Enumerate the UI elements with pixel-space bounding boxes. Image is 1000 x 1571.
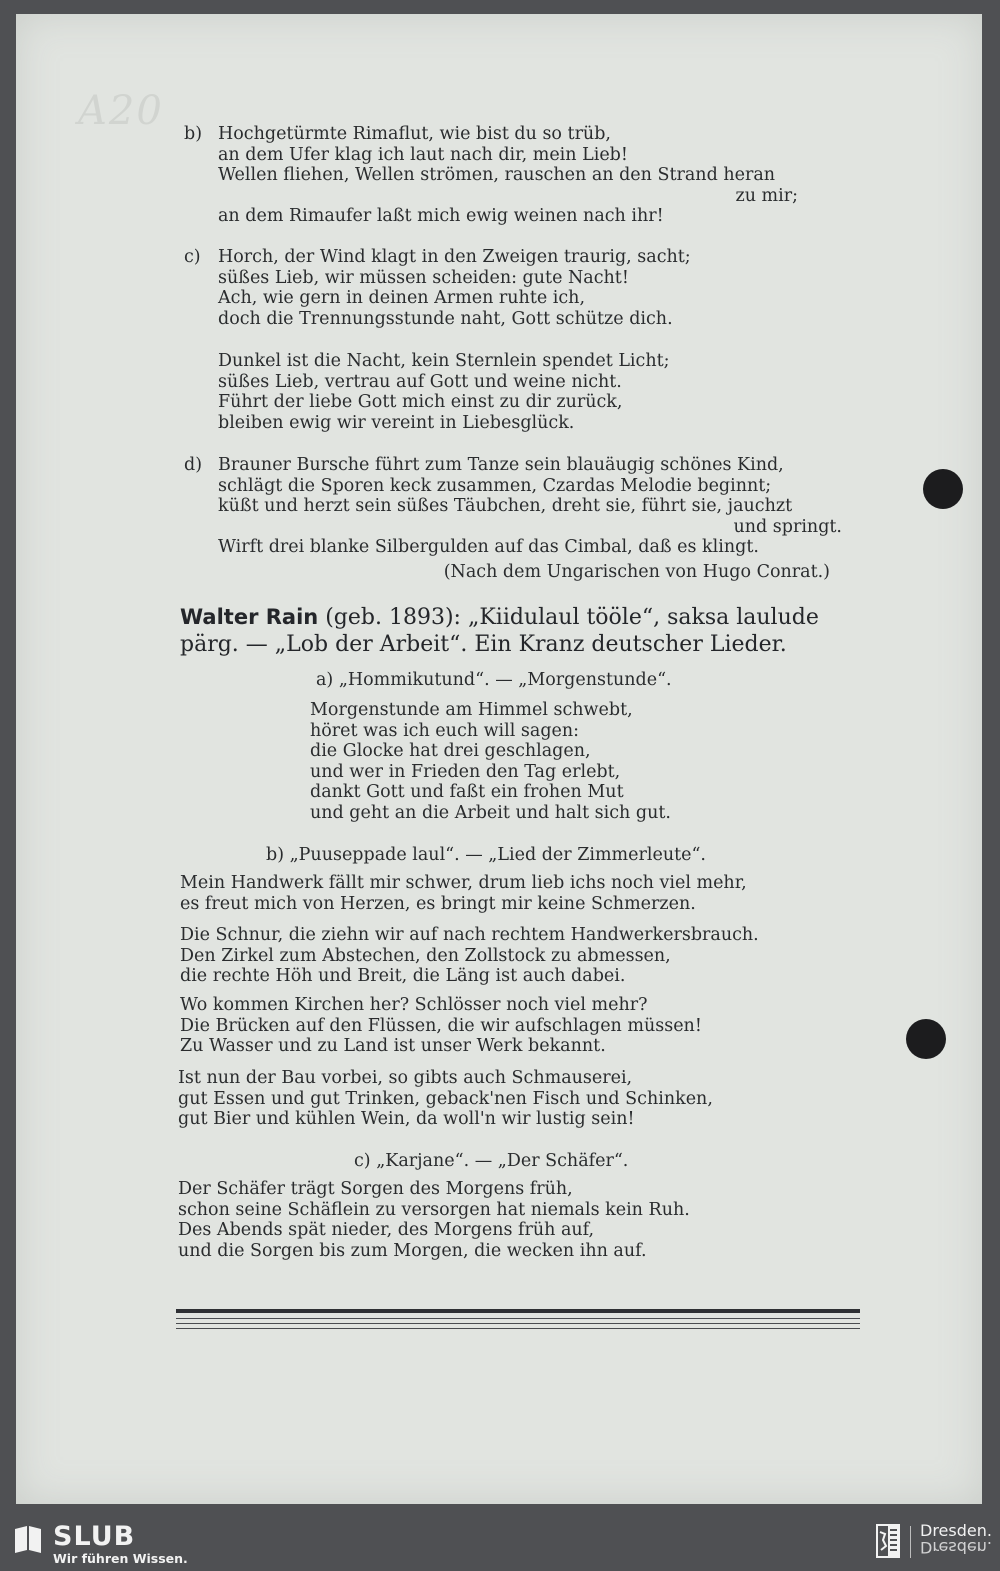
verse-line: Des Abends spät nieder, des Morgens früh auf,: [178, 1220, 595, 1241]
section-c-stanza-2: [218, 351, 670, 433]
verse-line: an dem Ufer klag ich laut nach dir, mein Lieb!: [218, 144, 628, 165]
verse-line: Wo kommen Kirchen her? Schlösser noch viel mehr?: [180, 995, 648, 1015]
footer-separator: [910, 1526, 911, 1558]
verse-line: Wellen fliehen, Wellen strömen, rauschen an den Strand heran: [218, 165, 776, 186]
source-note: (Nach dem Ungarischen von Hugo Conrat.): [443, 561, 830, 582]
section-label: c): [184, 247, 201, 267]
divider-rule: [176, 1318, 860, 1319]
partner-name-reflection: Dresden.: [920, 1538, 992, 1557]
verse-line: es freut mich von Herzen, es bringt mir keine Schmerzen.: [180, 893, 696, 914]
verse-line: an dem Rimaufer laßt mich ewig weinen nach ihr!: [218, 206, 664, 227]
verse-line: Führt der liebe Gott mich einst zu dir zurück,: [218, 392, 623, 413]
book-icon: [13, 1523, 43, 1553]
verse-line: Der Schäfer trägt Sorgen des Morgens früh,: [178, 1179, 573, 1199]
dresden-coat-of-arms-icon: [876, 1524, 900, 1558]
song-b-stanza-1: [180, 873, 747, 914]
verse-line: gut Bier und kühlen Wein, da woll'n wir lustig sein!: [178, 1109, 635, 1130]
verse-line: die rechte Höh und Breit, die Läng ist auch dabei.: [180, 966, 626, 987]
verse-line: Ach, wie gern in deinen Armen ruhte ich,: [218, 288, 586, 309]
verse-line: schlägt die Sporen keck zusammen, Czardas Melodie beginnt;: [218, 475, 772, 496]
verse-line-wrap: und springt.: [733, 516, 842, 537]
verse-line: Mein Handwerk fällt mir schwer, drum lieb ichs noch viel mehr,: [180, 873, 747, 893]
verse-line: gut Essen und gut Trinken, geback'nen Fisch und Schinken,: [178, 1088, 713, 1109]
song-title: c) „Karjane“. — „Der Schäfer“.: [354, 1151, 629, 1171]
verse-line: Die Brücken auf den Flüssen, die wir aufschlagen müssen!: [180, 1015, 702, 1036]
song-a-lyrics: [310, 700, 671, 824]
composer-name: Walter Rain: [180, 605, 319, 629]
song-c-lyrics: [178, 1179, 690, 1261]
verse-line: Dunkel ist die Nacht, kein Sternlein spendet Licht;: [218, 351, 670, 371]
brand-tagline: Wir führen Wissen.: [53, 1551, 188, 1566]
verse-line: Hochgetürmte Rimaflut, wie bist du so trüb,: [218, 124, 611, 144]
section-c-stanza-1: [184, 247, 691, 329]
verse-line: Horch, der Wind klagt in den Zweigen traurig, sacht;: [218, 247, 691, 267]
composer-heading: [180, 604, 866, 658]
verse-line: Wirft drei blanke Silbergulden auf das Cimbal, daß es klingt.: [218, 537, 759, 558]
brand-name[interactable]: SLUB: [53, 1521, 136, 1552]
verse-line: doch die Trennungsstunde naht, Gott schütze dich.: [218, 308, 673, 329]
heading-text: (geb. 1893): „Kiidulaul tööle“, saksa laulude: [318, 605, 819, 630]
verse-line-wrap: zu mir;: [735, 185, 798, 206]
verse-line: Brauner Bursche führt zum Tanze sein blauäugig schönes Kind,: [218, 455, 784, 475]
verse-line: schon seine Schäflein zu versorgen hat niemals kein Ruh.: [178, 1199, 690, 1220]
page-number: A20: [78, 88, 164, 134]
divider-rule: [176, 1328, 860, 1329]
section-label: d): [184, 455, 203, 475]
song-title: b) „Puuseppade laul“. — „Lied der Zimmerleute“.: [266, 845, 706, 865]
verse-line: höret was ich euch will sagen:: [310, 720, 580, 741]
verse-line: küßt und herzt sein süßes Täubchen, dreht sie, führt sie, jauchzt: [218, 496, 793, 517]
punch-hole: [923, 469, 963, 509]
song-b-stanza-4: [178, 1068, 713, 1130]
verse-line: die Glocke hat drei geschlagen,: [310, 741, 591, 762]
verse-line: und wer in Frieden den Tag erlebt,: [310, 761, 621, 782]
verse-line: Zu Wasser und zu Land ist unser Werk bekannt.: [180, 1036, 606, 1057]
song-b-stanza-3: [180, 995, 702, 1057]
verse-line: dankt Gott und faßt ein frohen Mut: [310, 782, 624, 803]
punch-hole: [906, 1019, 946, 1059]
heading-text: pärg. — „Lob der Arbeit“. Ein Kranz deutscher Lieder.: [180, 632, 787, 657]
divider-rule: [176, 1309, 860, 1313]
partner-name-text: Dresden.: [920, 1521, 992, 1540]
song-b-stanza-2: [180, 925, 759, 987]
verse-line: und die Sorgen bis zum Morgen, die wecken ihn auf.: [178, 1240, 647, 1261]
verse-line: Den Zirkel zum Abstechen, den Zollstock zu abmessen,: [180, 945, 671, 966]
section-d: [184, 455, 868, 583]
song-title: a) „Hommikutund“. — „Morgenstunde“.: [316, 670, 672, 690]
verse-line: Ist nun der Bau vorbei, so gibts auch Schmauserei,: [178, 1068, 633, 1088]
footer-bar: [0, 1518, 1000, 1571]
partner-name[interactable]: [920, 1522, 992, 1556]
verse-line: Die Schnur, die ziehn wir auf nach rechtem Handwerkersbrauch.: [180, 925, 759, 945]
verse-line: süßes Lieb, vertrau auf Gott und weine nicht.: [218, 371, 622, 392]
verse-line: und geht an die Arbeit und halt sich gut.: [310, 802, 671, 823]
divider-rule: [176, 1323, 860, 1324]
verse-line: süßes Lieb, wir müssen scheiden: gute Nacht!: [218, 267, 629, 288]
verse-line: Morgenstunde am Himmel schwebt,: [310, 700, 633, 720]
verse-line: bleiben ewig wir vereint in Liebesglück.: [218, 412, 575, 433]
section-b: [184, 124, 868, 227]
section-label: b): [184, 124, 203, 144]
